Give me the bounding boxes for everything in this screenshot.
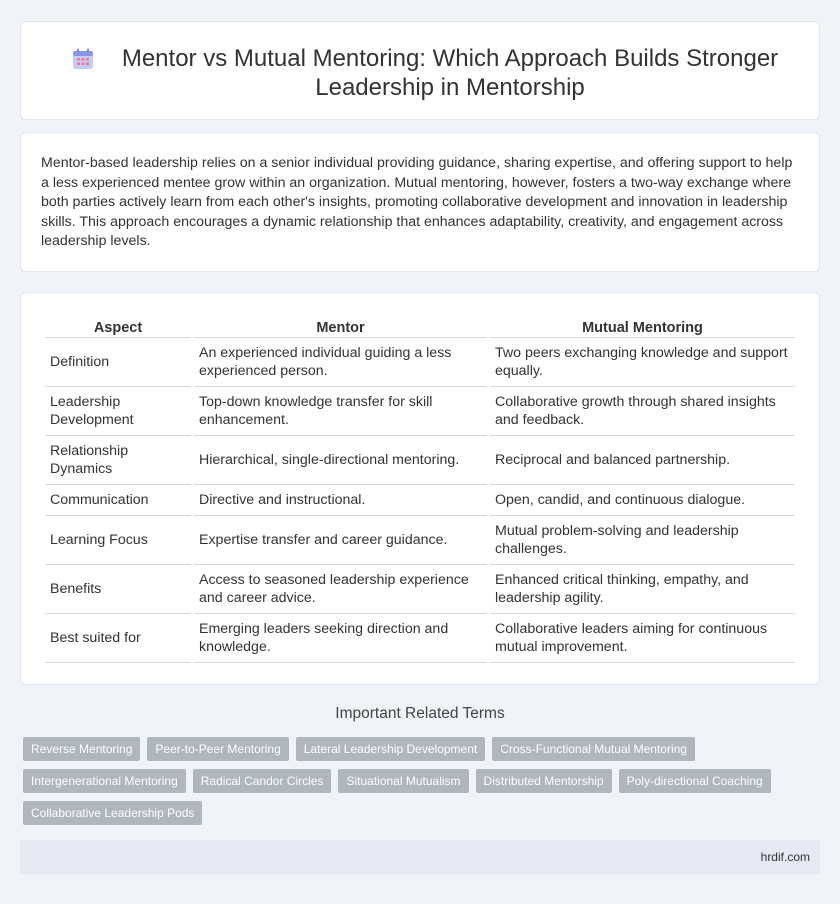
cell-aspect: Leadership Development bbox=[45, 387, 191, 436]
title-card bbox=[20, 21, 820, 120]
table-row bbox=[45, 614, 795, 663]
related-terms-title: Important Related Terms bbox=[335, 705, 505, 722]
cell-aspect: Benefits bbox=[45, 565, 191, 614]
table-row bbox=[45, 516, 795, 565]
cell-mentor: Hierarchical, single-directional mentoring. bbox=[194, 436, 487, 485]
cell-mentor: An experienced individual guiding a less experienced person. bbox=[194, 338, 487, 387]
related-term-tag[interactable]: Peer-to-Peer Mentoring bbox=[147, 737, 288, 761]
cell-mutual: Mutual problem-solving and leadership challenges. bbox=[490, 516, 795, 565]
intro-card bbox=[20, 132, 820, 272]
cell-mutual: Collaborative leaders aiming for continuous mutual improvement. bbox=[490, 614, 795, 663]
table-row bbox=[45, 436, 795, 485]
intro-paragraph: Mentor-based leadership relies on a senior individual providing guidance, sharing expertise, and offering support to help a less experienced mentee grow within an organization. Mutual mentoring, however, fosters a two-way exchange where both parties actively learn from each other's insights, promoting collaborative development and innovation in leadership skills. This approach encourages a dynamic relationship that enhances adaptability, creativity, and engagement across leadership levels. bbox=[41, 155, 793, 249]
related-term-tag[interactable]: Intergenerational Mentoring bbox=[23, 769, 186, 793]
cell-aspect: Communication bbox=[45, 485, 191, 516]
cell-aspect: Relationship Dynamics bbox=[45, 436, 191, 485]
related-term-tag[interactable]: Situational Mutualism bbox=[338, 769, 468, 793]
comparison-card bbox=[20, 292, 820, 685]
related-term-tag[interactable]: Reverse Mentoring bbox=[23, 737, 140, 761]
cell-mentor: Top-down knowledge transfer for skill enhancement. bbox=[194, 387, 487, 436]
cell-mutual: Reciprocal and balanced partnership. bbox=[490, 436, 795, 485]
cell-mutual: Open, candid, and continuous dialogue. bbox=[490, 485, 795, 516]
cell-mentor: Access to seasoned leadership experience and career advice. bbox=[194, 565, 487, 614]
header-aspect: Aspect bbox=[45, 315, 191, 338]
table-row bbox=[45, 387, 795, 436]
cell-mentor: Directive and instructional. bbox=[194, 485, 487, 516]
cell-aspect: Best suited for bbox=[45, 614, 191, 663]
table-header-row bbox=[45, 315, 795, 338]
cell-mentor: Emerging leaders seeking direction and knowledge. bbox=[194, 614, 487, 663]
cell-mutual: Enhanced critical thinking, empathy, and leadership agility. bbox=[490, 565, 795, 614]
cell-aspect: Learning Focus bbox=[45, 516, 191, 565]
page-title: Mentor vs Mutual Mentoring: Which Approach Builds Stronger Leadership in Mentorship bbox=[121, 45, 779, 101]
footer bbox=[20, 840, 820, 874]
related-term-tag[interactable]: Radical Candor Circles bbox=[193, 769, 332, 793]
table-row bbox=[45, 485, 795, 516]
cell-mutual: Collaborative growth through shared insights and feedback. bbox=[490, 387, 795, 436]
cell-mutual: Two peers exchanging knowledge and support equally. bbox=[490, 338, 795, 387]
related-term-tag[interactable]: Poly-directional Coaching bbox=[619, 769, 771, 793]
comparison-table bbox=[42, 315, 798, 663]
related-term-tag[interactable]: Cross-Functional Mutual Mentoring bbox=[492, 737, 695, 761]
cell-mentor: Expertise transfer and career guidance. bbox=[194, 516, 487, 565]
table-row bbox=[45, 338, 795, 387]
footer-site-link[interactable]: hrdif.com bbox=[760, 850, 810, 864]
related-terms-list bbox=[23, 737, 783, 825]
related-term-tag[interactable]: Lateral Leadership Development bbox=[296, 737, 485, 761]
related-term-tag[interactable]: Distributed Mentorship bbox=[476, 769, 612, 793]
table-row bbox=[45, 565, 795, 614]
cell-aspect: Definition bbox=[45, 338, 191, 387]
header-mentor: Mentor bbox=[194, 315, 487, 338]
related-term-tag[interactable]: Collaborative Leadership Pods bbox=[23, 801, 202, 825]
header-mutual-mentoring: Mutual Mentoring bbox=[490, 315, 795, 338]
